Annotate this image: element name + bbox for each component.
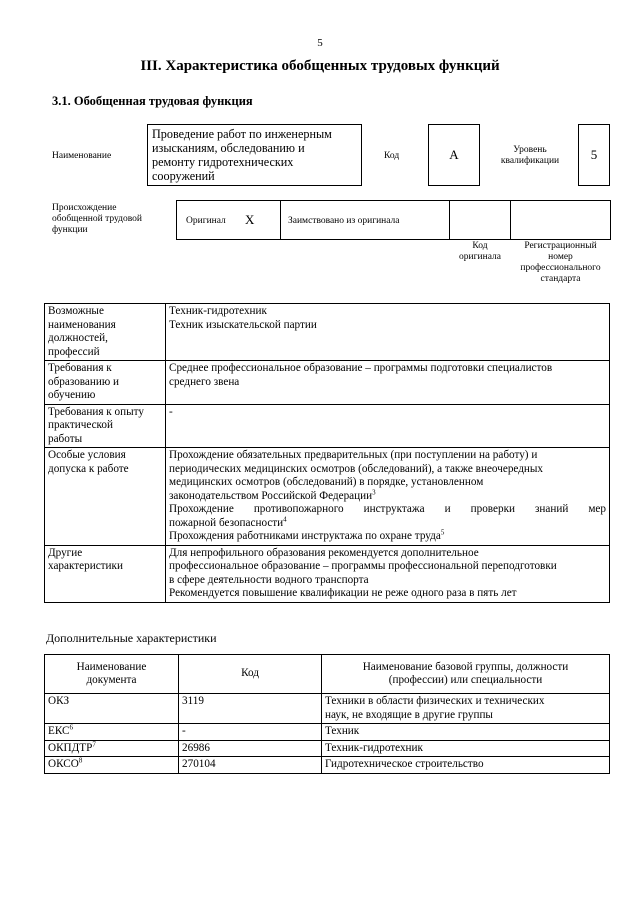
- row-label: [45, 404, 166, 448]
- origin-label: [52, 203, 142, 236]
- row-value-line: Рекомендуется повышение квалификации не реже одного раза в пять лет: [169, 587, 517, 599]
- table-row: [45, 724, 610, 741]
- row-value-line: Техник изыскательской партии: [169, 318, 317, 331]
- origin-label-line: обобщенной трудовой: [52, 214, 142, 224]
- table-row: [45, 757, 610, 774]
- name-line: Техник-гидротехник: [325, 741, 423, 754]
- row-value-line: Для непрофильного образования рекомендуется дополнительное: [169, 546, 479, 559]
- row-label-line: Возможные: [48, 305, 104, 317]
- footnote-ref: 5: [440, 528, 445, 537]
- doc-cell: [45, 740, 179, 757]
- row-value-line: Техник-гидротехник: [169, 305, 267, 317]
- origin-divider: [280, 200, 281, 240]
- table-row: [45, 694, 610, 724]
- row-label: [45, 304, 166, 361]
- code-cell: 26986: [179, 740, 322, 757]
- code-cell: 270104: [179, 757, 322, 774]
- reg-number-line: Регистрационный: [524, 241, 597, 251]
- row-label: [45, 545, 166, 602]
- row-value: [166, 545, 610, 602]
- row-label-line: обучению: [48, 389, 96, 401]
- level-label: [490, 145, 570, 167]
- row-label-line: должностей,: [48, 332, 108, 344]
- row-value: [166, 448, 610, 546]
- row-value-line: [169, 530, 606, 544]
- header-code: Код: [179, 655, 322, 694]
- name-label: Наименование: [52, 151, 112, 161]
- reg-number-line: номер: [548, 252, 573, 262]
- row-value-line: [169, 487, 606, 504]
- row-label-line: Требования к: [48, 362, 112, 374]
- additional-table: [44, 654, 610, 774]
- row-label-line: допуска к работе: [48, 462, 129, 475]
- function-name-line: сооружений: [152, 169, 215, 183]
- table-row: [45, 740, 610, 757]
- header-row: [45, 655, 610, 694]
- original-mark: X: [245, 212, 255, 227]
- code-cell: -: [179, 724, 322, 741]
- row-value-text: законодательством Российской Федерации: [169, 489, 373, 502]
- reg-number-label: [510, 241, 611, 285]
- name-cell: [322, 757, 610, 774]
- doc-name: ОКЗ: [48, 695, 70, 707]
- name-cell: [322, 740, 610, 757]
- row-label-line: профессий: [48, 345, 100, 358]
- row-value-line: профессиональное образование – программы профессиональной переподготовки: [169, 560, 557, 572]
- level-value-box: [578, 124, 610, 186]
- table-row: [45, 304, 610, 361]
- subsection-title: 3.1. Обобщенная трудовая функция: [52, 94, 253, 108]
- code-original-line: Код: [472, 241, 488, 251]
- row-value-line: в сфере деятельности водного транспорта: [169, 573, 369, 586]
- level-value: 5: [590, 147, 598, 162]
- row-label-line: практической: [48, 419, 113, 431]
- table-row: [45, 545, 610, 602]
- row-value-line: периодических медицинских осмотров (обследований), а также внеочередных: [169, 462, 544, 475]
- footnote-ref: 7: [92, 739, 96, 748]
- doc-name: ЕКС: [48, 725, 70, 737]
- doc-cell: [45, 694, 179, 724]
- row-value-text: пожарной безопасности: [169, 516, 284, 529]
- row-label-line: работы: [48, 432, 83, 445]
- row-value-line: Среднее профессиональное образование – программы подготовки специалистов: [169, 362, 553, 374]
- header-doc-line: Наименование: [76, 660, 147, 673]
- name-line: Техник: [325, 725, 360, 737]
- code-original-line: оригинала: [459, 252, 501, 262]
- function-name-line: Проведение работ по инженерным: [152, 127, 332, 141]
- header-group-line: Наименование базовой группы, должности: [362, 660, 569, 673]
- row-label-line: образованию и: [48, 375, 120, 388]
- doc-cell: [45, 724, 179, 741]
- code-label: Код: [384, 151, 400, 161]
- row-value: [166, 404, 610, 448]
- origin-label-line: Происхождение: [52, 203, 117, 213]
- row-value-line: [169, 514, 606, 531]
- doc-name: ОКПДТР: [48, 741, 93, 754]
- row-value-line: медицинских осмотров (обследований) в порядке, установленном: [169, 476, 484, 488]
- row-label-line: наименования: [48, 318, 116, 331]
- row-value-line: Прохождение противопожарного инструктажа и проверки знаний мер: [169, 503, 606, 515]
- row-value-text: Прохождения работниками инструктажа по охране труда: [169, 530, 441, 542]
- footnote-ref: 8: [78, 756, 83, 765]
- header-doc-line: документа: [86, 674, 137, 686]
- row-value: [166, 361, 610, 405]
- table-row: [45, 361, 610, 405]
- row-label-line: Другие: [48, 546, 83, 559]
- row-label-line: Требования к опыту: [48, 405, 144, 418]
- name-line: Техники в области физических и технических: [325, 695, 545, 707]
- footnote-ref: 3: [372, 487, 376, 496]
- row-value-line: среднего звена: [169, 375, 240, 388]
- doc-name: ОКСО: [48, 758, 79, 770]
- code-original-label: [449, 241, 511, 263]
- reg-number-line: профессионального: [520, 263, 601, 273]
- origin-divider: [449, 200, 450, 240]
- row-label: [45, 448, 166, 546]
- characteristics-table: [44, 303, 610, 603]
- row-value-line: Прохождение обязательных предварительных (при поступлении на работу) и: [169, 449, 538, 461]
- table-row: [45, 404, 610, 448]
- row-label-line: Особые условия: [48, 449, 126, 461]
- section-title: III. Характеристика обобщенных трудовых функций: [140, 58, 500, 74]
- function-name-line: ремонту гидротехнических: [152, 155, 294, 169]
- code-value: А: [449, 147, 459, 162]
- level-label-line: Уровень: [513, 145, 547, 155]
- header-group-line: (профессии) или специальности: [388, 674, 543, 686]
- name-line: наук, не входящие в другие группы: [325, 708, 493, 721]
- level-label-line: квалификации: [500, 156, 560, 166]
- name-cell: [322, 694, 610, 724]
- name-cell: [322, 724, 610, 741]
- function-name-box: [147, 124, 362, 186]
- original-label: Оригинал: [186, 216, 226, 226]
- name-line: Гидротехническое строительство: [325, 758, 484, 770]
- footnote-ref: 4: [283, 514, 287, 523]
- function-name-line: изысканиям, обследованию и: [152, 141, 305, 155]
- row-label-line: характеристики: [48, 560, 123, 572]
- footnote-ref: 6: [69, 723, 73, 732]
- header-group: [322, 655, 610, 694]
- row-value: [166, 304, 610, 361]
- header-doc: [45, 655, 179, 694]
- borrowed-label: Заимствовано из оригинала: [288, 216, 400, 226]
- reg-number-line: стандарта: [540, 274, 581, 284]
- doc-cell: [45, 757, 179, 774]
- code-cell: 3119: [179, 694, 322, 724]
- additional-title: Дополнительные характеристики: [46, 631, 217, 645]
- row-value-line: -: [169, 405, 173, 418]
- origin-label-line: функции: [52, 225, 88, 235]
- origin-divider: [510, 200, 511, 240]
- table-row: [45, 448, 610, 546]
- code-value-box: [428, 124, 480, 186]
- row-label: [45, 361, 166, 405]
- page-number: 5: [317, 37, 323, 49]
